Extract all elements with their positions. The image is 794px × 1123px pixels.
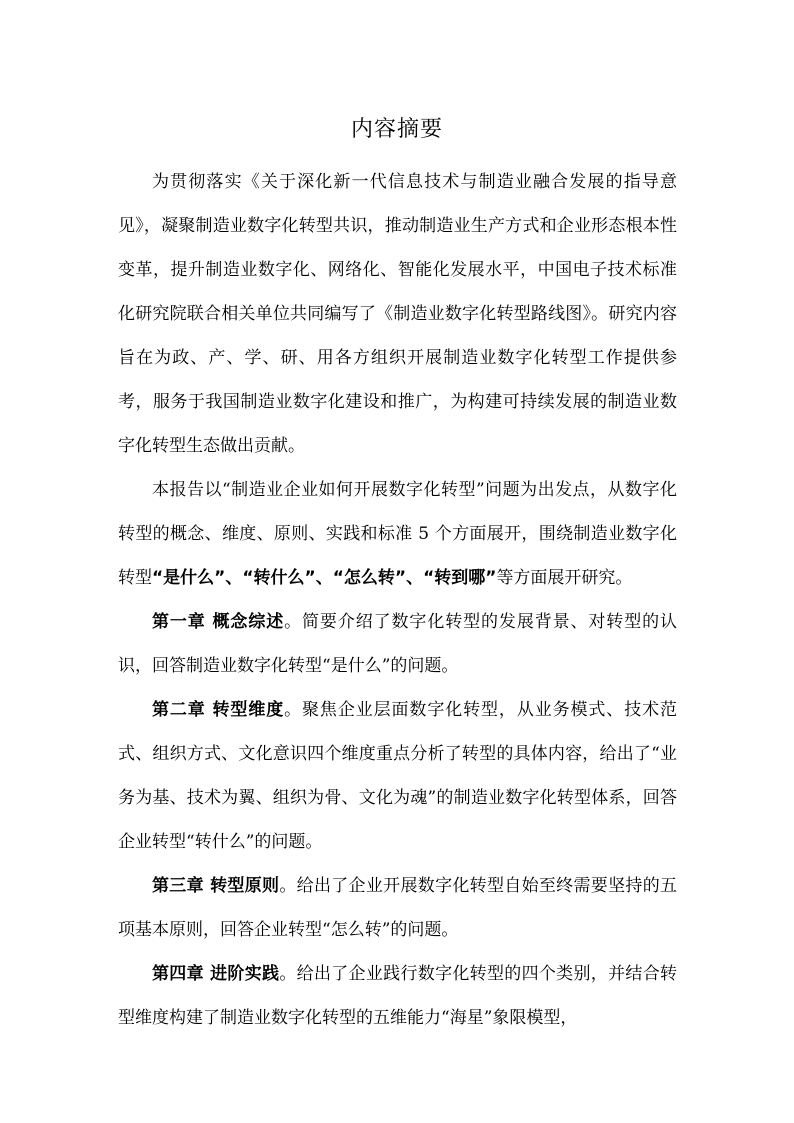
question-separator: 、 [315,568,333,588]
chapter-text: 。给出了企业开展数字化转型自始至终需要坚持的五项基本原则，回答企业转型“怎么转”的问题。 [118,876,678,940]
document-body [118,160,677,1040]
intro-paragraph-2 [118,468,677,600]
chapter-heading: 第二章 转型维度 [152,700,285,720]
page-title: 内容摘要 [350,117,443,142]
question-how: “怎么转” [332,568,407,588]
chapter-heading: 第一章 概念综述 [152,612,285,632]
chapter-summary-4 [118,952,677,1040]
question-separator: 、 [225,568,243,588]
chapter-text: 。给出了企业践行数字化转型的四个类别，并结合转型维度构建了制造业数字化转型的五维能力“海星”象限模型， [118,964,678,1028]
chapter-summary-2 [118,688,677,864]
question-transform-what: “转什么” [242,568,316,588]
chapter-text: 。简要介绍了数字化转型的发展背景、对转型的认识，回答制造业数字化转型“是什么”的问题。 [118,612,678,676]
intro-paragraph-1: 为贯彻落实《关于深化新一代信息技术与制造业融合发展的指导意见》，凝聚制造业数字化转型共识，推动制造业生产方式和企业形态根本性变革，提升制造业数字化、网络化、智能化发展水平，中国电子技术标准化研究院联合相关单位共同编写了《制造业数字化转型路线图》。研究内容旨在为政、产、学、研、用各方组织开展制造业数字化转型工作提供参考，服务于我国制造业数字化建设和推广，为构建可持续发展的制造业数字化转型生态做出贡献。 [118,172,677,456]
intro-paragraph-2-lead: 本报告以“制造业企业如何开展数字化转型”问题为出发点，从数字化转型的概念、维度、原则、实践和标准 5 个方面展开，围绕制造业数字化转型 [118,480,677,588]
question-separator: 、 [406,568,424,588]
question-where: “转到哪” [423,568,497,588]
chapter-heading: 第三章 转型原则 [152,876,280,896]
question-what: “是什么” [152,568,226,588]
chapter-heading: 第四章 进阶实践 [152,964,280,984]
chapter-summary-1 [118,600,677,688]
chapter-summary-3 [118,864,677,952]
chapter-text: 。聚焦企业层面数字化转型，从业务模式、技术范式、组织方式、文化意识四个维度重点分析了转型的具体内容，给出了“业务为基、技术为翼、组织为骨、文化为魂”的制造业数字化转型体系，回答企业转型“转什么”的问题。 [118,700,678,852]
intro-paragraph-2-tail: 等方面展开研究。 [496,568,633,588]
